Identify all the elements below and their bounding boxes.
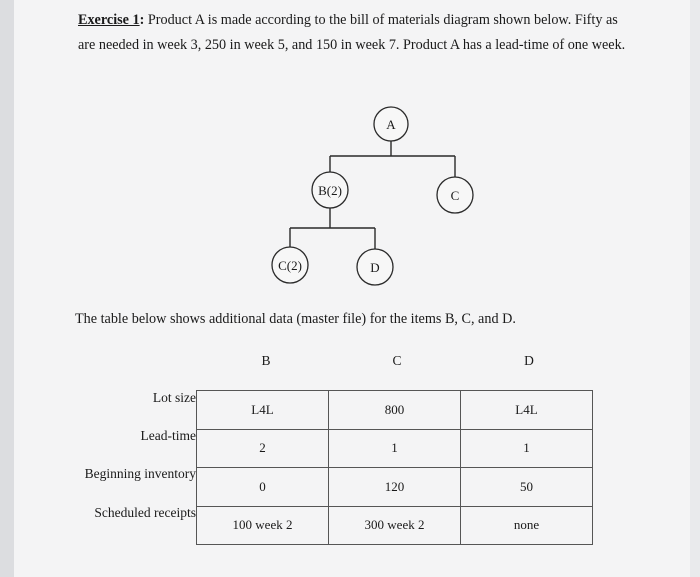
- table-cell: 120: [329, 468, 461, 507]
- master-file-table: [196, 390, 593, 545]
- table-row: [197, 429, 593, 468]
- table-cell: 1: [329, 429, 461, 468]
- row-label-lot-size: Lot size: [152, 390, 196, 405]
- row-label-lead-time: Lead-time: [140, 428, 196, 443]
- node-a-label: A: [386, 117, 396, 132]
- table-row: [197, 506, 593, 545]
- table-cell: L4L: [197, 391, 329, 430]
- table-cell: 800: [329, 391, 461, 430]
- row-label-beginning-inventory: Beginning inventory: [84, 466, 196, 481]
- table-row: [197, 391, 593, 430]
- table-caption: The table below shows additional data (master file) for the items B, C, and D.: [75, 311, 516, 327]
- exercise-colon: :: [139, 12, 145, 28]
- table-cell: 1: [461, 429, 593, 468]
- table-cell: 300 week 2: [329, 506, 461, 545]
- table-cell: 50: [461, 468, 593, 507]
- node-c-sub-label: C(2): [278, 258, 302, 273]
- exercise-label: Exercise 1: [78, 12, 140, 28]
- table-cell: 2: [197, 429, 329, 468]
- table-row: [197, 468, 593, 507]
- exercise-text: Product A is made according to the bill of materials diagram shown below. Fifty as are needed in week 3, 250 in week 5, and 150 in week 7. Product A has a lead-time of one week.: [78, 12, 626, 53]
- node-d-label: D: [370, 260, 380, 275]
- column-header-c: C: [392, 353, 402, 368]
- column-header-d: D: [524, 353, 534, 368]
- table-cell: none: [461, 506, 593, 545]
- node-c-top-label: C: [450, 188, 460, 203]
- row-label-scheduled-receipts: Scheduled receipts: [94, 505, 196, 520]
- table-cell: 0: [197, 468, 329, 507]
- table-cell: L4L: [461, 391, 593, 430]
- column-header-b: B: [261, 353, 271, 368]
- table-cell: 100 week 2: [197, 506, 329, 545]
- node-b-label: B(2): [318, 183, 342, 198]
